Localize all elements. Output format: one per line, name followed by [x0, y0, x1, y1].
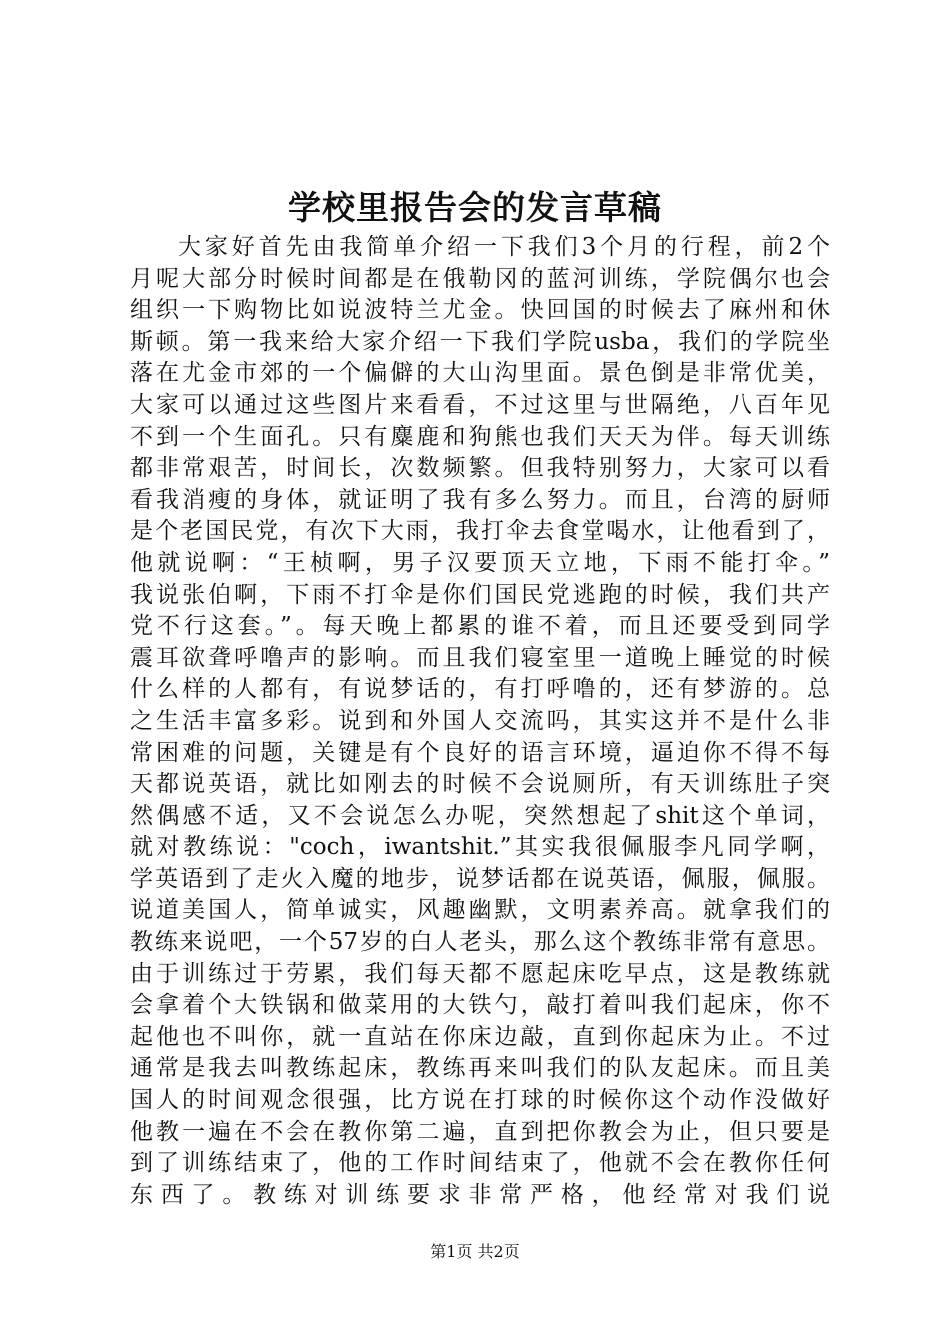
body-line: 东西了。教练对训练要求非常严格，他经常对我们说: [130, 1181, 830, 1208]
body-line: 会拿着个大铁锅和做菜用的大铁勺，敲打着叫我们起床，你不: [130, 992, 830, 1019]
body-line: 国人的时间观念很强，比方说在打球的时候你这个动作没做好: [130, 1087, 830, 1114]
body-line: 大家好首先由我简单介绍一下我们3个月的行程，前2个: [178, 234, 830, 260]
body-line: 天都说英语，就比如刚去的时候不会说厕所，有天训练肚子突: [130, 771, 830, 798]
body-line: 常困难的问题，关键是有个良好的语言环境，逼迫你不得不每: [130, 739, 830, 766]
page-number: 第1页 共2页: [430, 1242, 520, 1261]
body-line: 由于训练过于劳累，我们每天都不愿起床吃早点，这是教练就: [130, 960, 830, 987]
body-line: 起他也不叫你，就一直站在你床边敲，直到你起床为止。不过: [130, 1023, 830, 1050]
body-line: 都非常艰苦，时间长，次数频繁。但我特别努力，大家可以看: [130, 455, 830, 482]
body-line: 组织一下购物比如说波特兰尤金。快回国的时候去了麻州和休: [130, 297, 830, 324]
body-line: 学英语到了走火入魔的地步，说梦话都在说英语，佩服，佩服。: [130, 865, 830, 892]
body-line: 什么样的人都有，有说梦话的，有打呼噜的，还有梦游的。总: [130, 676, 830, 703]
body-line: 震耳欲聋呼噜声的影响。而且我们寝室里一道晚上睡觉的时候: [130, 644, 830, 671]
body-line: 党不行这套。”。每天晚上都累的谁不着，而且还要受到同学: [130, 613, 830, 640]
document-title: 学校里报告会的发言草稿: [288, 188, 662, 227]
body-line: 教练来说吧，一个57岁的白人老头，那么这个教练非常有意思。: [130, 929, 830, 956]
body-line: 是个老国民党，有次下大雨，我打伞去食堂喝水，让他看到了，: [130, 518, 830, 545]
body-line: 我说张伯啊，下雨不打伞是你们国民党逃跑的时候，我们共产: [130, 581, 830, 608]
body-line: 大家可以通过这些图片来看看，不过这里与世隔绝，八百年见: [130, 391, 830, 418]
body-line: 他就说啊：“王桢啊，男子汉要顶天立地，下雨不能打伞。”: [130, 549, 830, 576]
body-line: 就对教练说："coch，iwantshit.”其实我很佩服李凡同学啊，: [130, 834, 830, 861]
body-line: 斯顿。第一我来给大家介绍一下我们学院usba，我们的学院坐: [130, 328, 830, 355]
body-line: 月呢大部分时候时间都是在俄勒冈的蓝河训练，学院偶尔也会: [130, 265, 830, 292]
body-line: 通常是我去叫教练起床，教练再来叫我们的队友起床。而且美: [130, 1055, 830, 1082]
body-line: 到了训练结束了，他的工作时间结束了，他就不会在教你任何: [130, 1150, 830, 1177]
body-line: 看我消瘦的身体，就证明了我有多么努力。而且，台湾的厨师: [130, 486, 830, 513]
body-line: 然偶感不适，又不会说怎么办呢，突然想起了shit这个单词，: [130, 802, 830, 829]
body-line: 之生活丰富多彩。说到和外国人交流吗，其实这并不是什么非: [130, 707, 830, 734]
body-line: 不到一个生面孔。只有麋鹿和狗熊也我们天天为伴。每天训练: [130, 423, 830, 450]
body-line: 说道美国人，简单诚实，风趣幽默，文明素养高。就拿我们的: [130, 897, 830, 924]
document-body: [130, 232, 830, 1211]
body-line: 他教一遍在不会在教你第二遍，直到把你教会为止，但只要是: [130, 1118, 830, 1145]
body-line: 落在尤金市郊的一个偏僻的大山沟里面。景色倒是非常优美，: [130, 360, 830, 387]
